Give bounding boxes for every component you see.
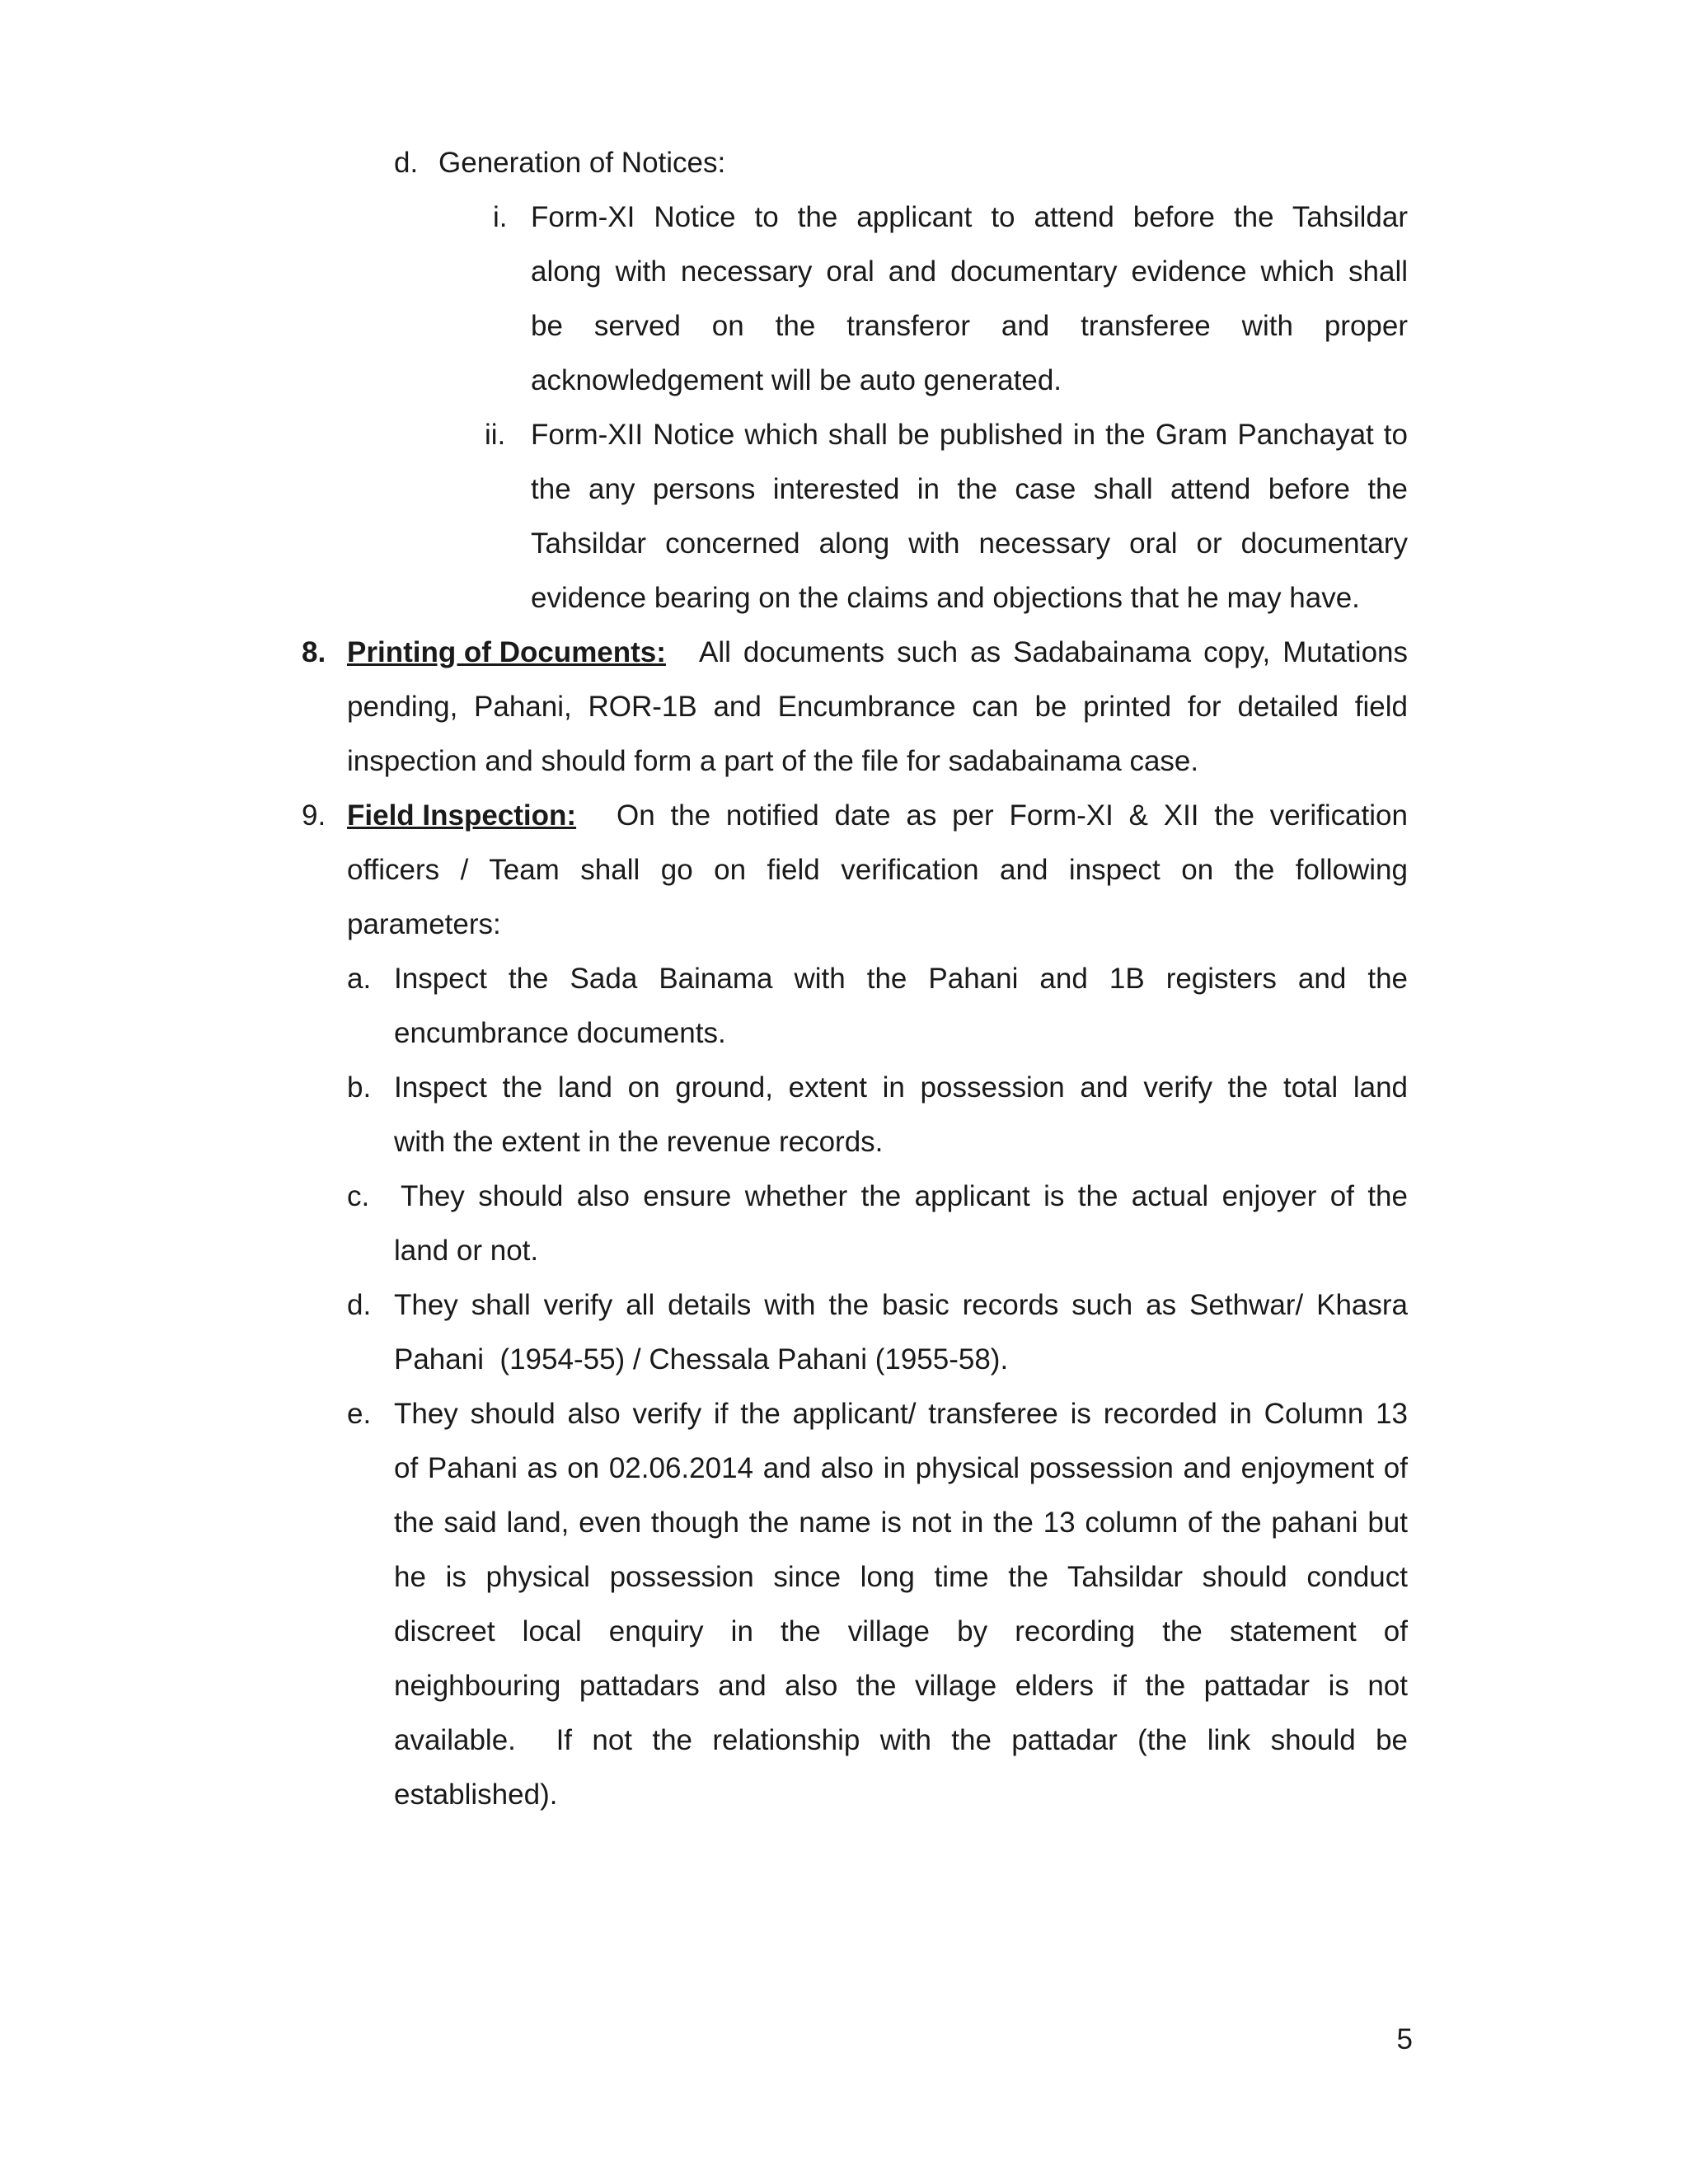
text-line: the said land, even though the name is not in the 13 column of the pahani but xyxy=(394,1507,1408,1539)
list-marker: d. xyxy=(347,1289,372,1321)
page-number: 5 xyxy=(1396,2023,1413,2055)
list-marker: ii. xyxy=(485,419,506,451)
subsection-title: Generation of Notices: xyxy=(438,147,726,179)
text-line: encumbrance documents. xyxy=(394,1017,726,1049)
text-line: All documents such as Sadabainama copy, Mutations xyxy=(699,636,1408,668)
text-line: Pahani (1954-55) / Chessala Pahani (1955-58). xyxy=(394,1343,1009,1376)
text-line: On the notified date as per Form-XI & XII the verification xyxy=(617,799,1408,832)
section-first-line xyxy=(347,626,1408,680)
section-first-line xyxy=(347,789,1408,843)
text-line: Inspect the land on ground, extent in possession and verify the total land xyxy=(394,1071,1408,1104)
text-line: pending, Pahani, ROR-1B and Encumbrance can be printed for detailed field xyxy=(347,691,1408,723)
text-line: established). xyxy=(394,1779,558,1811)
text-line: They should also verify if the applicant/ transferee is recorded in Column 13 xyxy=(394,1398,1408,1430)
list-marker: d. xyxy=(394,147,419,179)
text-line: They should also ensure whether the applicant is the actual enjoyer of the xyxy=(401,1180,1408,1212)
section-number: 9. xyxy=(302,799,326,832)
list-marker: e. xyxy=(347,1398,372,1430)
text-line: he is physical possession since long time the Tahsildar should conduct xyxy=(394,1561,1408,1593)
text-line: officers / Team shall go on field verification and inspect on the following xyxy=(347,854,1408,886)
text-line: Tahsildar concerned along with necessary oral or documentary xyxy=(531,527,1408,560)
text-line: inspection and should form a part of the file for sadabainama case. xyxy=(347,745,1199,777)
text-line: evidence bearing on the claims and objections that he may have. xyxy=(531,582,1360,614)
text-line: of Pahani as on 02.06.2014 and also in physical possession and enjoyment of xyxy=(394,1452,1408,1484)
section-number: 8. xyxy=(302,636,326,668)
text-line: discreet local enquiry in the village by recording the statement of xyxy=(394,1615,1408,1647)
text-line: Form-XI Notice to the applicant to attend before the Tahsildar xyxy=(531,201,1408,233)
text-line: Inspect the Sada Bainama with the Pahani and 1B registers and the xyxy=(394,963,1408,995)
text-line: parameters: xyxy=(347,908,501,940)
text-line: neighbouring pattadars and also the village elders if the pattadar is not xyxy=(394,1670,1408,1702)
section-heading: Printing of Documents: xyxy=(347,636,666,668)
list-marker: a. xyxy=(347,963,372,995)
list-marker: b. xyxy=(347,1071,372,1104)
text-line: land or not. xyxy=(394,1235,539,1267)
text-line: Form-XII Notice which shall be published in the Gram Panchayat to xyxy=(531,419,1408,451)
list-marker: c. xyxy=(347,1180,370,1212)
section-heading: Field Inspection: xyxy=(347,799,577,832)
text-line: along with necessary oral and documentary evidence which shall xyxy=(531,255,1408,288)
text-line: be served on the transferor and transferee with proper xyxy=(531,310,1408,342)
text-line: acknowledgement will be auto generated. xyxy=(531,364,1062,396)
text-line: available. If not the relationship with the pattadar (the link should be xyxy=(394,1724,1408,1756)
text-line: They shall verify all details with the basic records such as Sethwar/ Khasra xyxy=(394,1289,1408,1321)
list-marker: i. xyxy=(493,201,508,233)
text-line: with the extent in the revenue records. xyxy=(394,1126,884,1158)
text-line: the any persons interested in the case shall attend before the xyxy=(531,473,1408,505)
